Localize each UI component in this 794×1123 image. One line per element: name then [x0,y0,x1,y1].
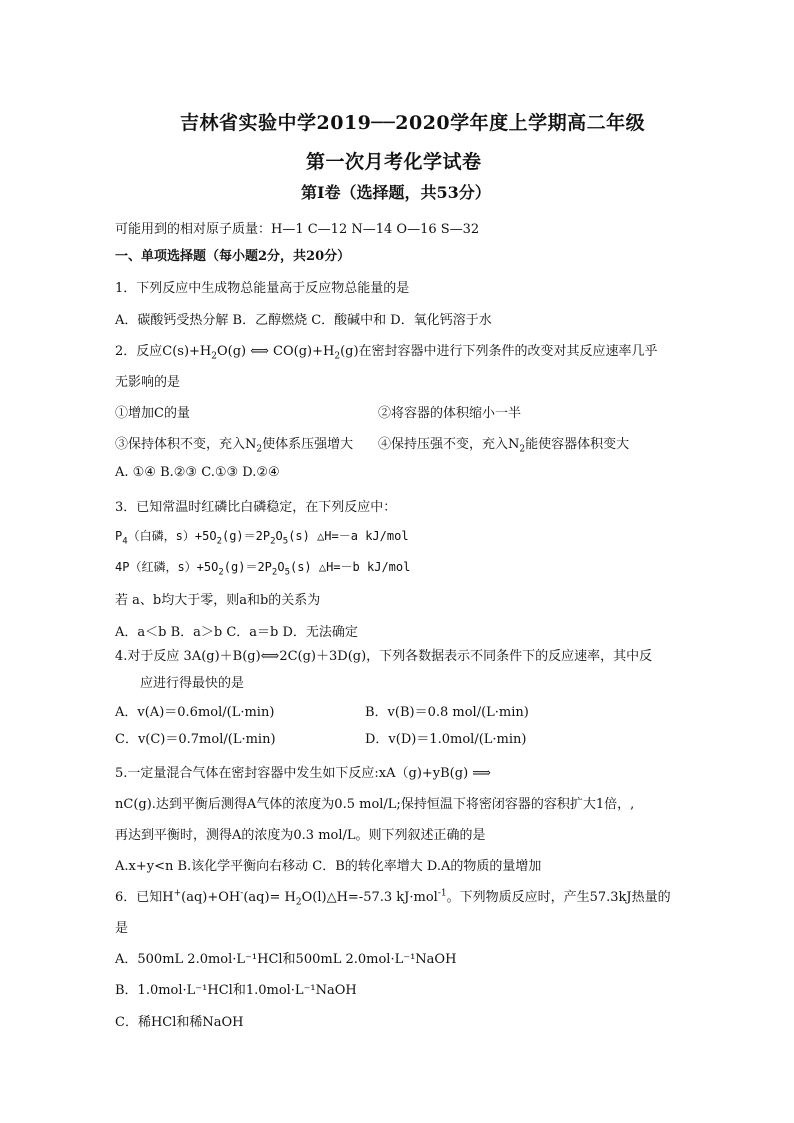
question-6-option-a: A．500mL 2.0mol·L⁻¹HCl和500mL 2.0mol·L⁻¹NaOH [115,952,457,967]
question-6-option-c: C．稀HCl和稀NaOH [115,1015,244,1030]
question-5-options: A.x+y<n B.该化学平衡向右移动 C．B的转化率增大 D.A的物质的量增加 [115,859,542,874]
question-3-stem: 3．已知常温时红磷比白磷稳定，在下列反应中： [115,500,397,515]
question-2-stem: 2．反应$C(s)+H_2O(g)$ ⟺ $CO(g)+H_2(g)$在密封容器中进行下列条件的改变对其反应速率几乎 [115,344,658,362]
question-2-condition-4: ④保持压强不变，充入$N_2$能使容器体积变大 [378,437,630,455]
question-4-option-d: D．v(D)＝1.0mol/(L·min) [365,732,527,747]
question-2-condition-1: ①增加C的量 [115,406,190,421]
exam-title: 吉林省实验中学2019──2020学年度上学期高二年级 [180,112,646,134]
question-4-option-c: C．v(C)＝0.7mol/(L·min) [115,732,276,747]
question-3-equation-2: 4P（红磷，$s)+5O_2(g)=2P_2O_5(s)$ △H=－b kJ/mol [115,560,411,578]
question-6-stem: 6．已知$H^+(aq)+OH^-(aq)= H_2O(l)\triangle H=-57.3$ kJ·mol$^{-1}$。下列物质反应时，产生57.3kJ热量的 [115,888,671,908]
question-6-stem-cont: 是 [115,921,129,936]
question-5-stem: 5.一定量混合气体在密封容器中发生如下反应:xA（g)+yB(g) ⟹ [115,766,491,781]
atomic-masses: 可能用到的相对原子质量：H—1 C—12 N—14 O—16 S—32 [115,222,480,237]
question-3-equation-1: $P_4$（白磷，$s)+5O_2(g)=2P_2O_5(s)$ △H=－a kJ/mol [115,529,409,547]
question-4-stem: 4.对于反应 3A(g)＋B(g)⟺2C(g)＋3D(g)，下列各数据表示不同条件下的反应速率，其中反 [115,649,653,664]
question-4-stem-cont: 应进行得最快的是 [140,676,245,691]
question-2-condition-2: ②将容器的体积缩小一半 [378,406,522,421]
question-5-line-3: 再达到平衡时，测得A的浓度为0.3 mol/L。则下列叙述正确的是 [115,828,486,843]
question-1-options: A．碳酸钙受热分解 B．乙醇燃烧 C．酸碱中和 D．氧化钙溶于水 [115,313,492,328]
question-4-option-a: A．v(A)＝0.6mol/(L·min) [115,705,275,720]
exam-subtitle: 第一次月考化学试卷 [306,151,482,173]
question-5-line-2: nC(g).达到平衡后测得A气体的浓度为0.5 mol/L;保持恒温下将密闭容器的容积扩大1倍，, [115,797,635,812]
question-4-option-b: B．v(B)＝0.8 mol/(L·min) [365,705,529,720]
question-3-options: A．a＜b B．a＞b C．a＝b D．无法确定 [115,625,358,640]
question-3-relation: 若 a、b均大于零，则a和b的关系为 [115,593,321,608]
question-2-condition-3: ③保持体积不变，充入$N_2$使体系压强增大 [115,437,354,455]
question-2-stem-cont: 无影响的是 [115,375,181,390]
section-heading: 一、单项选择题（每小题2分，共20分） [115,249,351,264]
question-2-options: A. ①④ B.②③ C.①③ D.②④ [115,465,280,480]
part-heading: 第Ⅰ卷（选择题，共53分） [301,183,491,202]
question-1-stem: 1．下列反应中生成物总能量高于反应物总能量的是 [115,281,410,296]
question-6-option-b: B．1.0mol·L⁻¹HCl和1.0mol·L⁻¹NaOH [115,983,357,998]
